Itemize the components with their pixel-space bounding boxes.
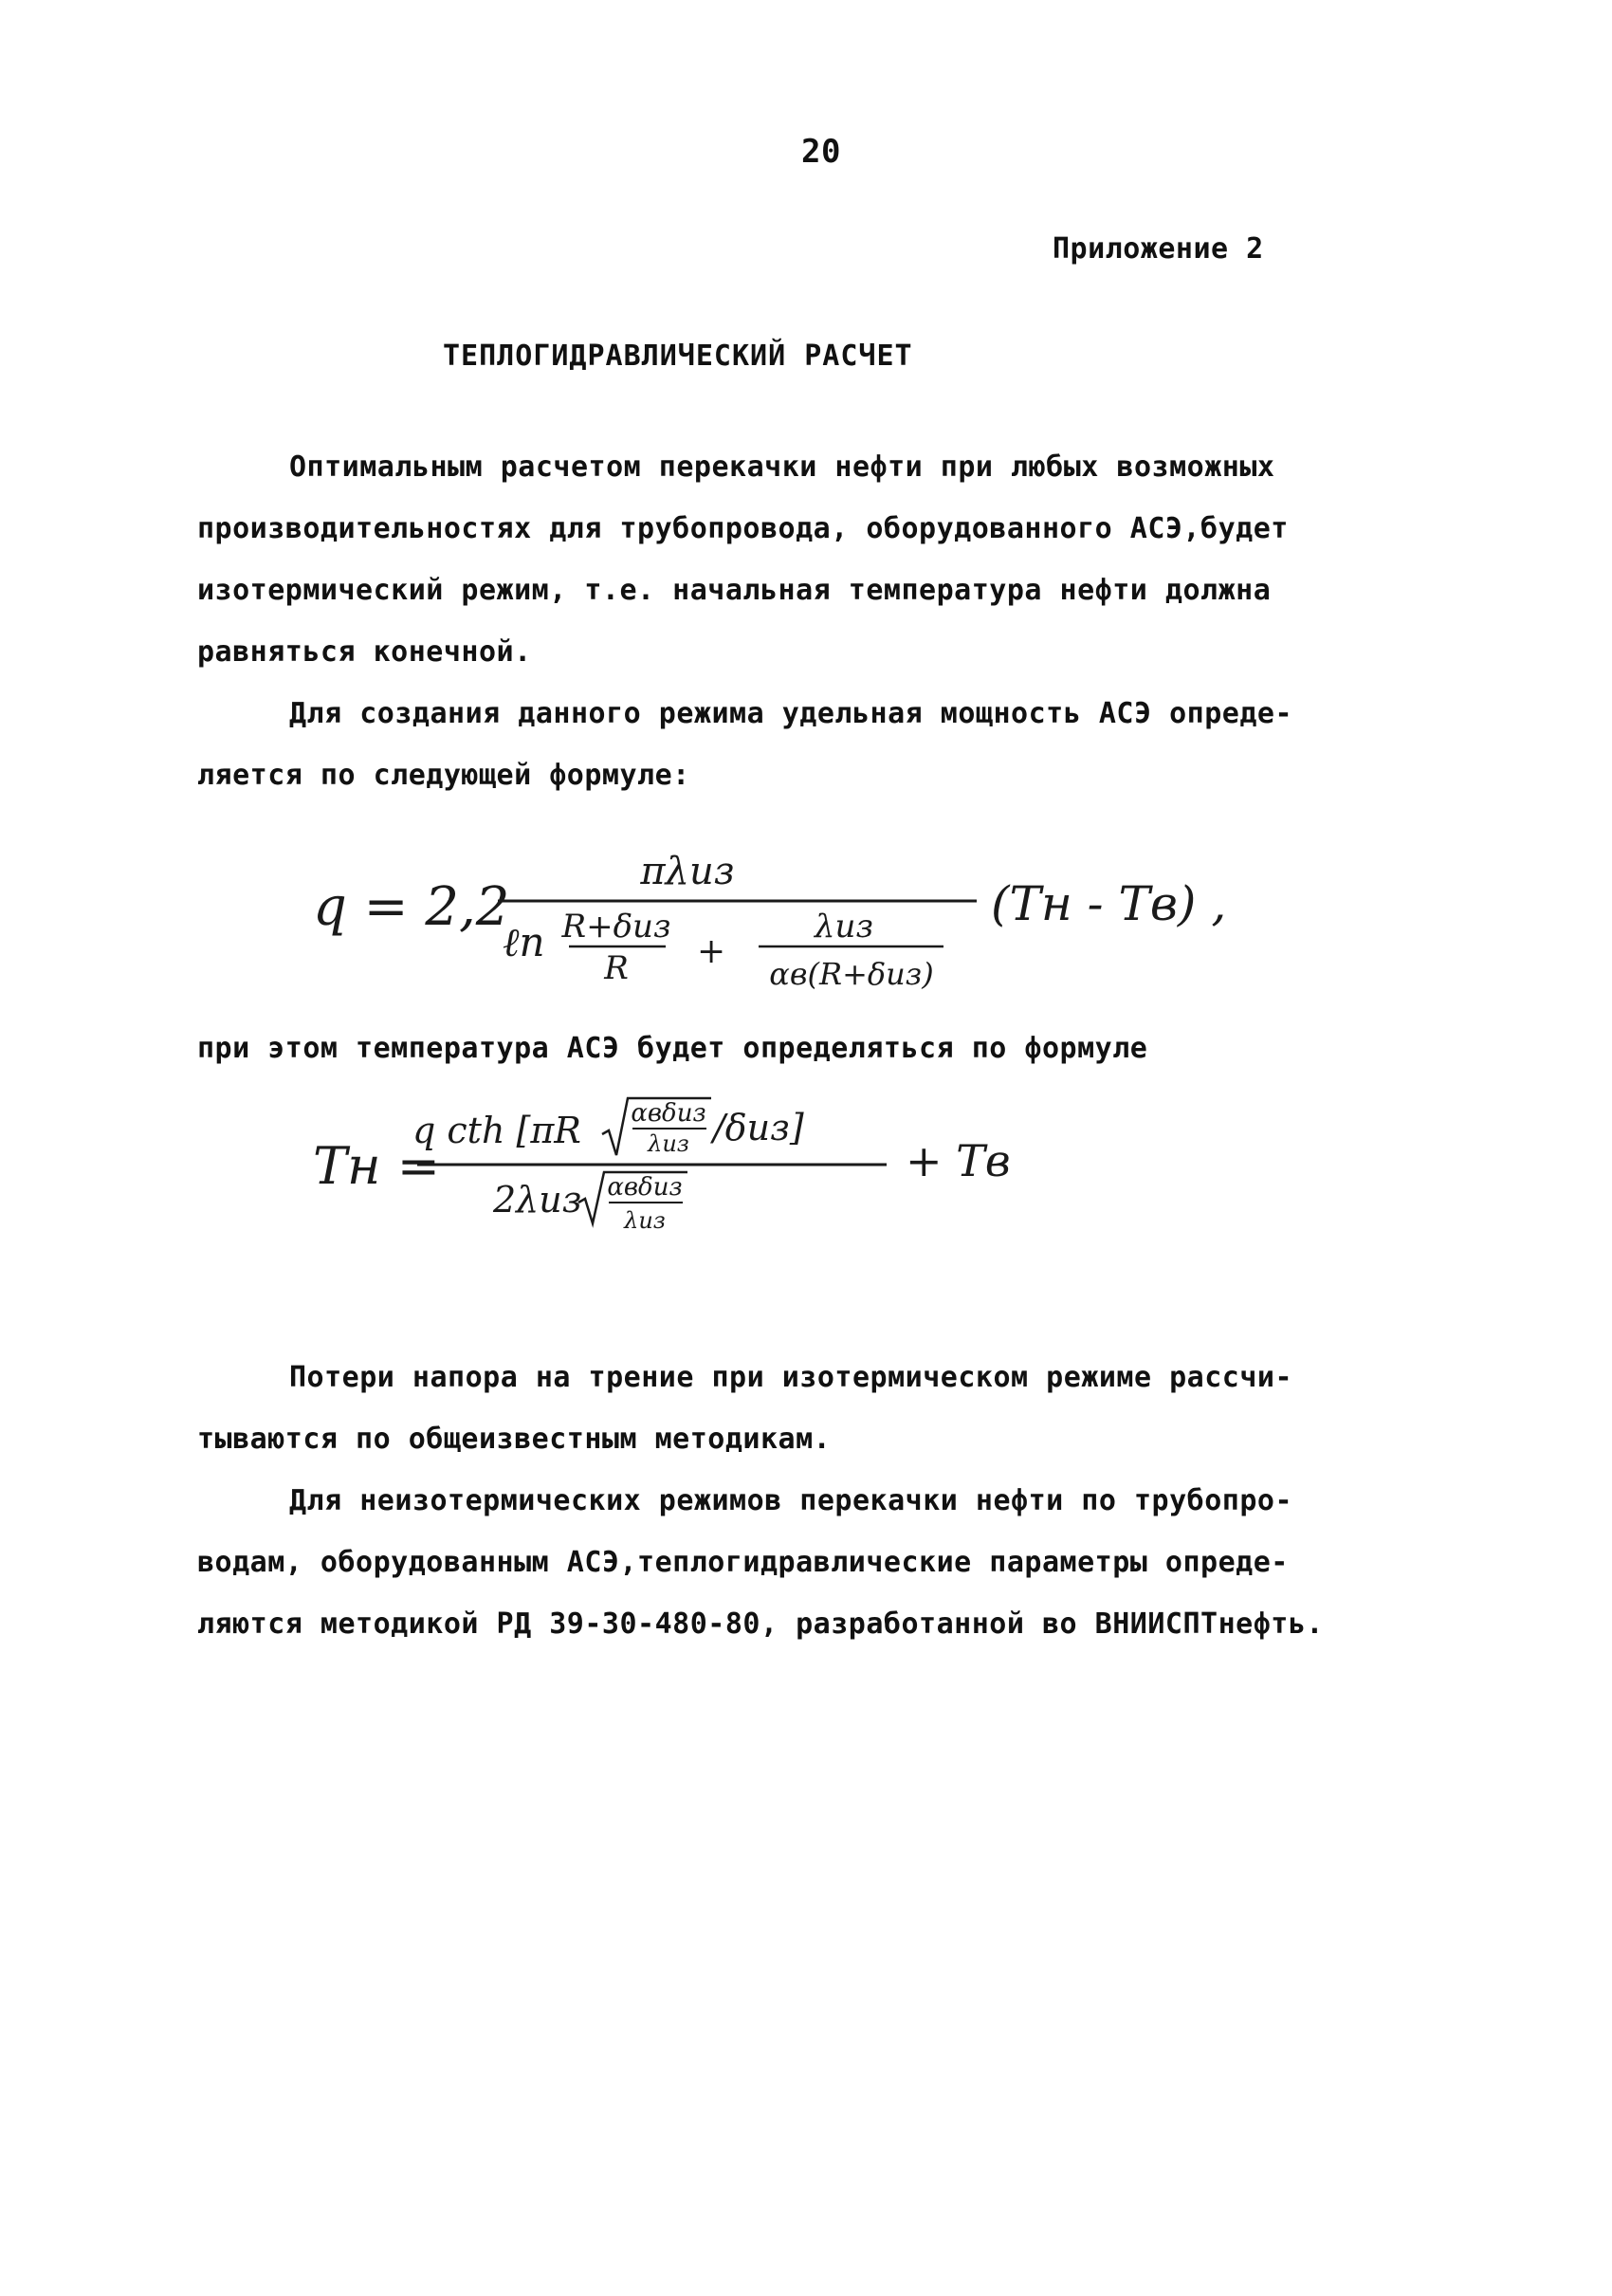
formula-2-den-prefix: 2λиз <box>493 1179 582 1221</box>
formula-1-ln: ℓn <box>503 919 545 965</box>
formula-2-num-root-numerator: αвδиз <box>631 1099 706 1128</box>
formula-2-num-root-denominator: λиз <box>648 1130 689 1157</box>
paragraph-1-line-3: изотермический режим, т.е. начальная температура нефти должна <box>197 574 1272 607</box>
page-number: 20 <box>801 133 841 171</box>
formula-2-num-prefix: q cth [πR <box>412 1110 581 1151</box>
paragraph-5-line-3: ляются методикой РД 39-30-480-80, разработанной во ВНИИСПТнефть. <box>197 1607 1324 1641</box>
formula-1-frac2-denominator: αв(R+δиз) <box>769 956 934 992</box>
paragraph-3-line-1: при этом температура АСЭ будет определяться по формуле <box>197 1032 1148 1065</box>
formula-1-numerator: πλиз <box>640 850 735 893</box>
paragraph-5-line-2: водам, оборудованным АСЭ,теплогидравлические параметры опреде- <box>197 1546 1289 1579</box>
paragraph-4-line-1: Потери напора на трение при изотермическом режиме рассчи- <box>289 1361 1293 1394</box>
formula-1-plus: + <box>697 932 726 971</box>
appendix-label: Приложение 2 <box>1053 232 1264 266</box>
paragraph-1-line-2: производительностях для трубопровода, оборудованного АСЭ,будет <box>197 512 1289 545</box>
formula-2-tail: + Tв <box>906 1135 1011 1186</box>
paragraph-5-line-1: Для неизотермических режимов перекачки нефти по трубопро- <box>289 1484 1293 1517</box>
formula-1-frac2-numerator: λиз <box>815 908 873 946</box>
section-title: ТЕПЛОГИДРАВЛИЧЕСКИЙ РАСЧЕТ <box>443 340 913 373</box>
formula-1-factor: (Tн - Tв) , <box>991 876 1227 931</box>
paragraph-1-line-4: равняться конечной. <box>197 635 532 669</box>
formula-1-ln-denominator: R <box>604 949 629 987</box>
paragraph-4-line-2: тываются по общеизвестным методикам. <box>197 1423 832 1456</box>
formula-heat-power <box>313 835 1242 1005</box>
paragraph-1-line-1: Оптимальным расчетом перекачки нефти при любых возможных <box>289 450 1275 484</box>
paragraph-2-line-2: ляется по следующей формуле: <box>197 759 690 792</box>
formula-temperature <box>313 1081 1053 1271</box>
formula-2-den-root-numerator: αвδиз <box>607 1173 683 1202</box>
paragraph-2-line-1: Для создания данного режима удельная мощность АСЭ опреде- <box>289 697 1293 730</box>
formula-2-num-suffix: /δиз] <box>713 1107 804 1148</box>
formula-2-lhs: Tн = <box>313 1136 440 1196</box>
formula-1-ln-numerator: R+δиз <box>561 908 671 946</box>
formula-1-lhs: q = 2,2 <box>313 876 510 938</box>
formula-2-den-root-denominator: λиз <box>624 1207 666 1234</box>
